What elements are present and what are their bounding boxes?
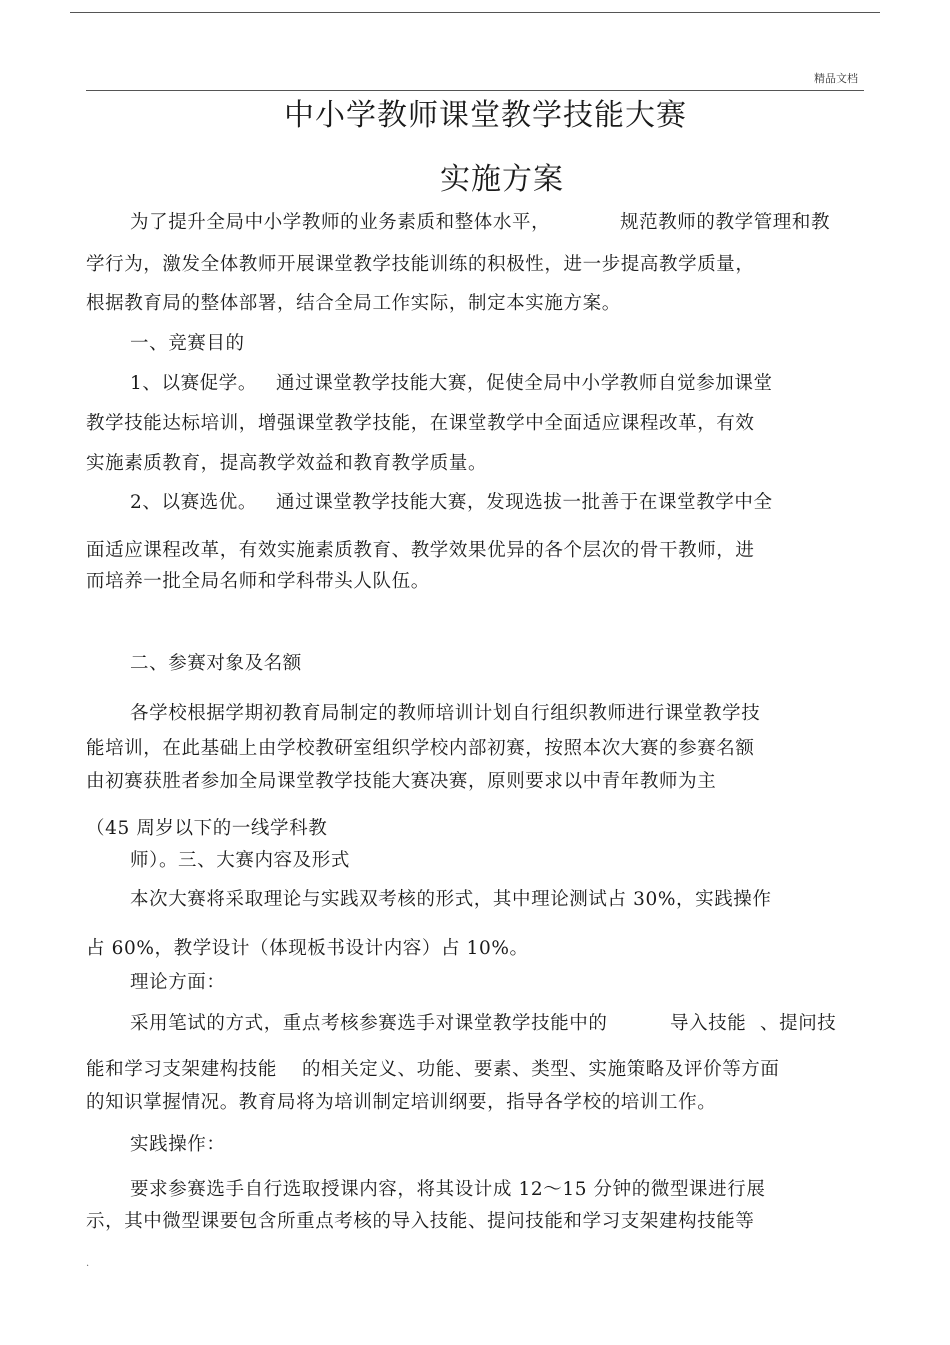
footer-mark: . [86, 1258, 90, 1269]
text-line: 规范教师的教学管理和教 [620, 212, 831, 233]
text-line: 由初赛获胜者参加全局课堂教学技能大赛决赛，原则要求以中青年教师为主 [86, 771, 717, 792]
section-heading: 一、竞赛目的 [130, 333, 245, 354]
text-line: 学行为，激发全体教师开展课堂教学技能训练的积极性，进一步提高教学质量， [86, 254, 755, 275]
text-line: 教学技能达标培训，增强课堂教学技能，在课堂教学中全面适应课程改革，有效 [86, 413, 755, 434]
subsection-heading: 实践操作： [130, 1134, 226, 1155]
document-subtitle: 实施方案 [440, 162, 564, 197]
text-line: 而培养一批全局名师和学科带头人队伍。 [86, 571, 430, 592]
text-line: 实施素质教育，提高教学效益和教育教学质量。 [86, 453, 488, 474]
text-line: 采用笔试的方式，重点考核参赛选手对课堂教学技能中的 [130, 1013, 608, 1034]
text-line: 导入技能 [670, 1013, 747, 1034]
text-line: 本次大赛将采取理论与实践双考核的形式，其中理论测试占 30%，实践操作 [130, 889, 772, 910]
text-line: （45 周岁以下的一线学科教 [86, 818, 328, 839]
text-line: 根据教育局的整体部署，结合全局工作实际，制定本实施方案。 [86, 293, 621, 314]
header-rule [86, 90, 864, 91]
text-line: 占 60%，教学设计（体现板书设计内容）占 10%。 [86, 938, 529, 959]
text-line: 通过课堂教学技能大赛，促使全局中小学教师自觉参加课堂 [276, 373, 773, 394]
text-line: 的相关定义、功能、要素、类型、实施策略及评价等方面 [302, 1059, 780, 1080]
text-line: 、提问技 [760, 1013, 837, 1034]
text-line: 要求参赛选手自行选取授课内容，将其设计成 12～15 分钟的微型课进行展 [130, 1179, 766, 1200]
text-line: 面适应课程改革，有效实施素质教育、教学效果优异的各个层次的骨干教师，进 [86, 540, 755, 561]
section-heading: 二、参赛对象及名额 [130, 653, 302, 674]
text-line: 能培训，在此基础上由学校教研室组织学校内部初赛，按照本次大赛的参赛名额 [86, 738, 755, 759]
text-line: 能和学习支架建构技能 [86, 1059, 278, 1080]
text-line: 通过课堂教学技能大赛，发现选拔一批善于在课堂教学中全 [276, 492, 773, 513]
subsection-heading: 理论方面： [130, 972, 226, 993]
item-label: 1、以赛促学。 [130, 373, 257, 394]
text-line: 师）。三、大赛内容及形式 [130, 850, 350, 871]
item-label: 2、以赛选优。 [130, 492, 257, 513]
document-title: 中小学教师课堂教学技能大赛 [284, 98, 687, 133]
text-line: 示，其中微型课要包含所重点考核的导入技能、提问技能和学习支架建构技能等 [86, 1211, 755, 1232]
text-line: 各学校根据学期初教育局制定的教师培训计划自行组织教师进行课堂教学技 [130, 703, 761, 724]
text-line: 为了提升全局中小学教师的业务素质和整体水平， [130, 212, 551, 233]
top-rule [70, 12, 880, 13]
header-label: 精品文档 [814, 72, 858, 85]
text-line: 的知识掌握情况。教育局将为培训制定培训纲要，指导各学校的培训工作。 [86, 1092, 717, 1113]
